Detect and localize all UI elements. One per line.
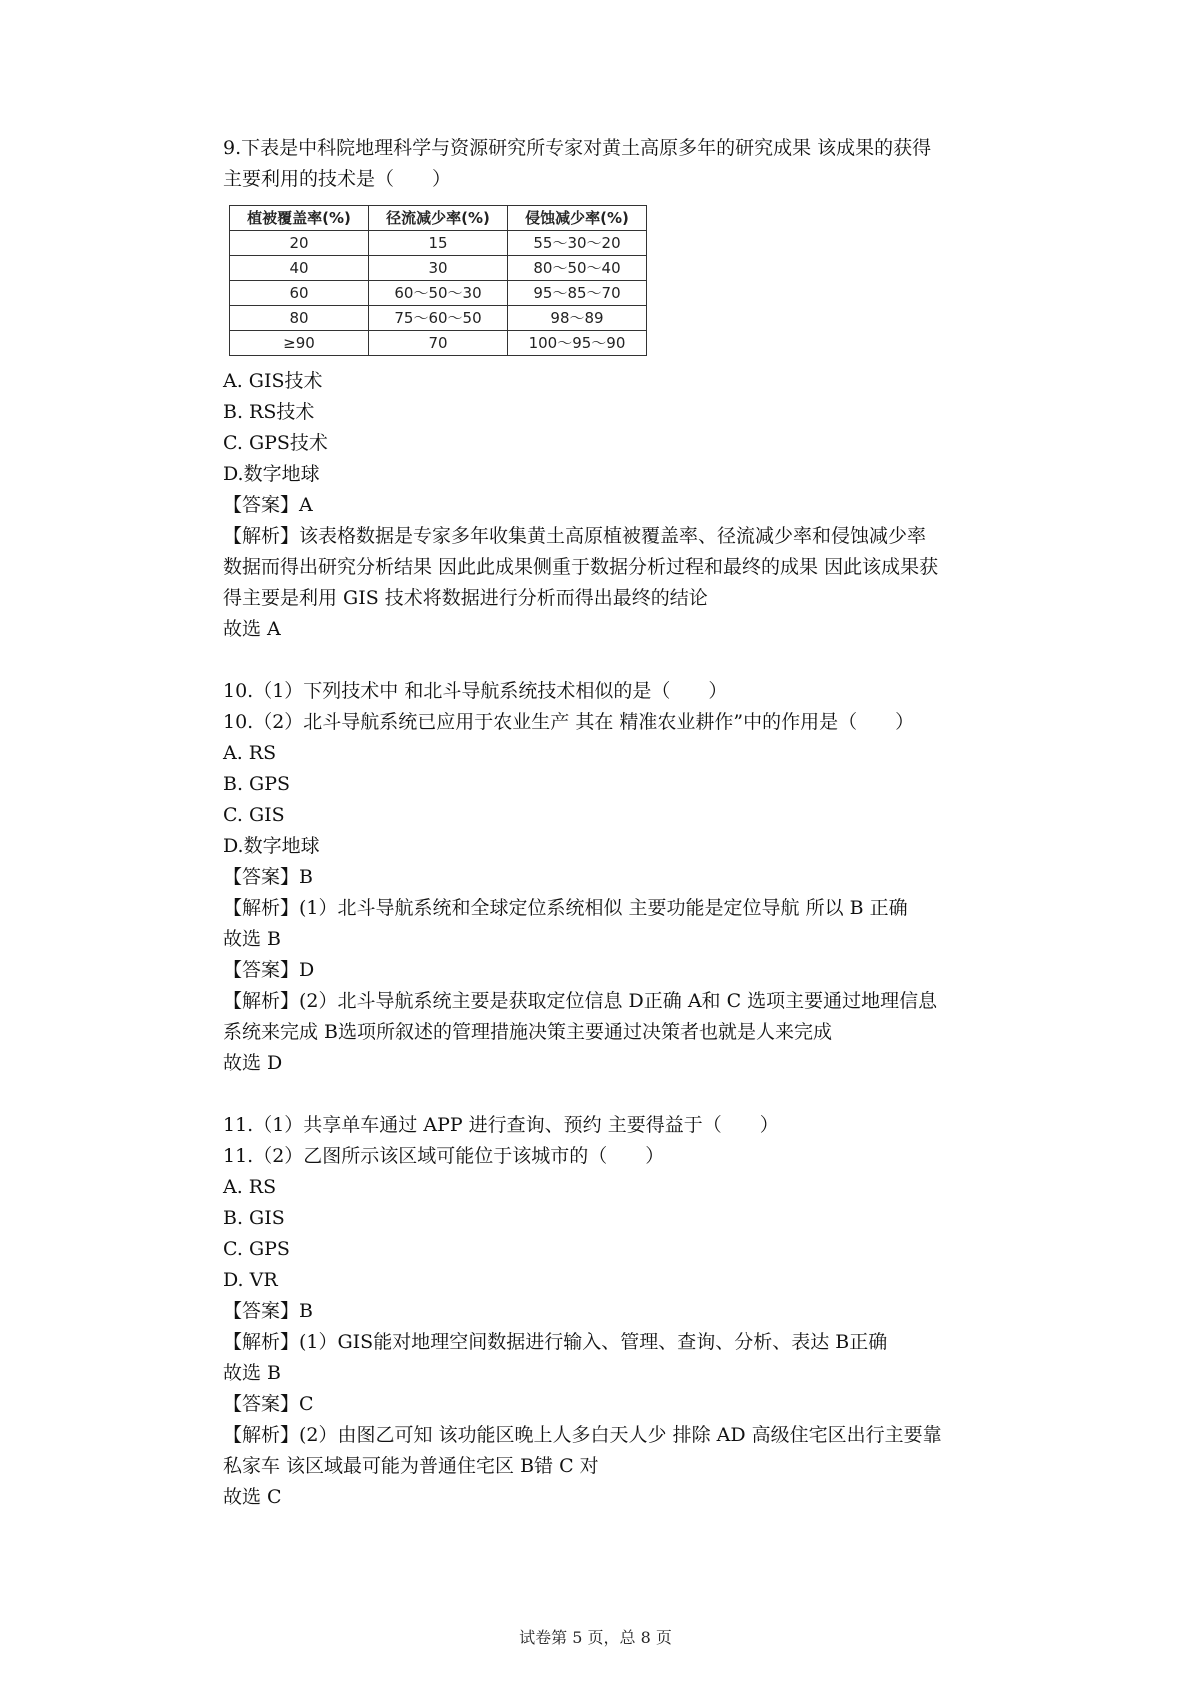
q9-analysis-line1: 【解析】该表格数据是专家多年收集黄土高原植被覆盖率、径流减少率和侵蚀减少率 — [223, 525, 927, 547]
q10-conclusion-1: 故选 B — [223, 928, 282, 950]
table-cell: 40 — [230, 256, 369, 281]
q9-analysis-line2: 数据而得出研究分析结果 因此此成果侧重于数据分析过程和最终的成果 因此该成果获 — [223, 556, 939, 578]
q9-option-c: C. GPS技术 — [223, 432, 328, 454]
table-header-row — [230, 206, 647, 231]
q10-option-a: A. RS — [223, 742, 277, 764]
q11-answer-2: 【答案】C — [223, 1393, 314, 1415]
table-cell: 100～95～90 — [508, 331, 647, 356]
q10-option-d: D.数字地球 — [223, 835, 320, 857]
q9-analysis-line3: 得主要是利用 GIS 技术将数据进行分析而得出最终的结论 — [223, 587, 708, 609]
q10-stem-2: 10.（2）北斗导航系统已应用于农业生产 其在 精准农业耕作”中的作用是（ ） — [223, 711, 915, 733]
table-cell: 55～30～20 — [508, 231, 647, 256]
q11-answer-1: 【答案】B — [223, 1300, 313, 1322]
q10-answer-1: 【答案】B — [223, 866, 313, 888]
table-cell: 60～50～30 — [369, 281, 508, 306]
q11-stem-1: 11.（1）共享单车通过 APP 进行查询、预约 主要得益于（ ） — [223, 1114, 779, 1136]
q9-option-a: A. GIS技术 — [223, 370, 323, 392]
table-cell: 75～60～50 — [369, 306, 508, 331]
table-cell: 70 — [369, 331, 508, 356]
q9-answer: 【答案】A — [223, 494, 313, 516]
table-header-runoff: 径流减少率(%) — [369, 206, 508, 231]
table-cell: 15 — [369, 231, 508, 256]
table-cell: 98～89 — [508, 306, 647, 331]
q11-option-c: C. GPS — [223, 1238, 290, 1260]
q11-analysis-2-line2: 私家车 该区域最可能为普通住宅区 B错 C 对 — [223, 1455, 599, 1477]
table-cell: 20 — [230, 231, 369, 256]
q10-option-b: B. GPS — [223, 773, 291, 795]
table-cell: 80～50～40 — [508, 256, 647, 281]
q9-data-table — [229, 205, 647, 356]
table-cell: 80 — [230, 306, 369, 331]
table-row — [230, 256, 647, 281]
q10-option-c: C. GIS — [223, 804, 285, 826]
q9-stem-line1: 9.下表是中科院地理科学与资源研究所专家对黄土高原多年的研究成果 该成果的获得 — [223, 137, 932, 159]
q10-conclusion-2: 故选 D — [223, 1052, 283, 1074]
q10-stem-1: 10.（1）下列技术中 和北斗导航系统技术相似的是（ ） — [223, 680, 728, 702]
q10-analysis-2-line2: 系统来完成 B选项所叙述的管理措施决策主要通过决策者也就是人来完成 — [223, 1021, 833, 1043]
q11-stem-2: 11.（2）乙图所示该区域可能位于该城市的（ ） — [223, 1145, 665, 1167]
q11-option-d: D. VR — [223, 1269, 278, 1291]
q11-analysis-2-line1: 【解析】(2）由图乙可知 该功能区晚上人多白天人少 排除 AD 高级住宅区出行主要靠 — [223, 1424, 942, 1446]
q11-conclusion-2: 故选 C — [223, 1486, 282, 1508]
q9-stem-line2: 主要利用的技术是（ ） — [223, 168, 452, 190]
q11-option-a: A. RS — [223, 1176, 277, 1198]
table-row — [230, 306, 647, 331]
q11-conclusion-1: 故选 B — [223, 1362, 282, 1384]
page-footer: 试卷第 5 页，总 8 页 — [519, 1628, 672, 1647]
page-content — [223, 133, 1013, 1513]
q11-analysis-1: 【解析】(1）GIS能对地理空间数据进行输入、管理、查询、分析、表达 B正确 — [223, 1331, 888, 1353]
q10-answer-2: 【答案】D — [223, 959, 315, 981]
spacer — [223, 1079, 1013, 1110]
table-row — [230, 281, 647, 306]
q9-conclusion: 故选 A — [223, 618, 281, 640]
q10-analysis-2-line1: 【解析】(2）北斗导航系统主要是获取定位信息 D正确 A和 C 选项主要通过地理信息 — [223, 990, 938, 1012]
q9-table-wrapper — [229, 205, 1013, 356]
spacer — [223, 645, 1013, 676]
table-cell: 95～85～70 — [508, 281, 647, 306]
table-cell: 30 — [369, 256, 508, 281]
table-header-erosion: 侵蚀减少率(%) — [508, 206, 647, 231]
table-header-vegetation: 植被覆盖率(%) — [230, 206, 369, 231]
q9-option-b: B. RS技术 — [223, 401, 315, 423]
table-row — [230, 231, 647, 256]
q10-analysis-1: 【解析】(1）北斗导航系统和全球定位系统相似 主要功能是定位导航 所以 B 正确 — [223, 897, 908, 919]
table-row — [230, 331, 647, 356]
table-cell: ≥90 — [230, 331, 369, 356]
table-cell: 60 — [230, 281, 369, 306]
q11-option-b: B. GIS — [223, 1207, 285, 1229]
q9-option-d: D.数字地球 — [223, 463, 320, 485]
